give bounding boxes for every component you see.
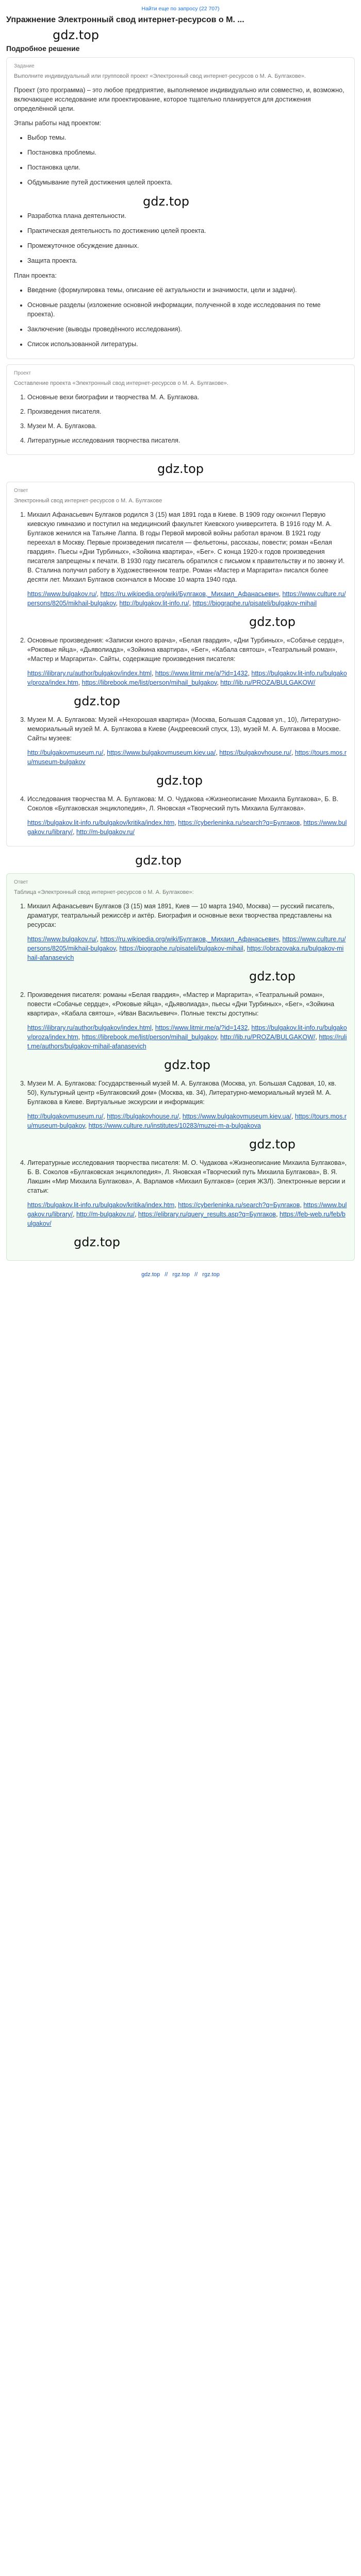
list-item: • Постановка проблемы. [27, 148, 347, 157]
watermark: gdz.top [74, 694, 121, 708]
resource-link[interactable]: http://m-bulgakov.ru/ [76, 1211, 135, 1218]
resource-link[interactable]: https://elibrary.ru/query_results.asp?q=Булгаков [138, 1211, 276, 1218]
resource-link[interactable]: http://bulgakov.lit-info.ru/ [119, 600, 189, 607]
section-research [27, 1158, 347, 1251]
resource-link[interactable]: https://biographe.ru/pisateli/bulgakov-mihail [119, 945, 243, 952]
section-works [27, 636, 347, 710]
resource-link[interactable]: https://www.bulgakov.ru/ [27, 936, 97, 943]
section-biography [27, 902, 347, 985]
stages-list [14, 133, 347, 187]
watermark: gdz.top [135, 853, 182, 868]
links-block: https://www.bulgakov.ru/, https://ru.wikipedia.org/wiki/Булгаков,_Михаил_Афанасьевич, https://www.culture.ru/persons/8205/mikhail-bulgakov, https://biographe.ru/pisateli/bulgakov-mihail, https://obrazovaka.ru/bulgakov-mihail-afanasevich [27, 936, 346, 961]
resource-link[interactable]: http://lib.ru/PROZA/BULGAKOW/ [220, 1033, 316, 1041]
search-more-link[interactable]: Найти еще по запросу (22 707) [141, 6, 220, 12]
resource-link[interactable]: https://ru.wikipedia.org/wiki/Булгаков,_Михаил_Афанасьевич [100, 936, 279, 943]
section-biography [27, 510, 347, 631]
resource-link[interactable]: http://bulgakovmuseum.ru/ [27, 749, 104, 756]
resource-link[interactable]: https://bulgakovhouse.ru/ [107, 1113, 179, 1120]
resource-link[interactable]: https://librebook.me/list/person/mihail_bulgakov [81, 679, 217, 686]
list-item: • Обдумывание путей достижения целей проекта. [27, 178, 347, 187]
list-item: • Практическая деятельность по достижению целей проекта. [27, 226, 347, 235]
project-intro: Составление проекта «Электронный свод интернет-ресурсов о М. А. Булгакове». [14, 380, 228, 386]
watermark: gdz.top [163, 1058, 211, 1072]
resource-link[interactable]: https://librebook.me/list/person/mihail_bulgakov [81, 1033, 217, 1041]
list-item: • Заключение (выводы проведённого исследования). [27, 325, 347, 334]
watermark: gdz.top [53, 28, 100, 42]
task-chip: Задание [14, 63, 35, 69]
footer-link[interactable]: rgz.top [172, 1272, 190, 1278]
project-chip: Проект [14, 370, 31, 376]
resource-link[interactable]: https://ilibrary.ru/author/bulgakov/index.html [27, 670, 152, 677]
task-card [6, 57, 355, 359]
plan-list [14, 285, 347, 349]
list-item: • Выбор темы. [27, 133, 347, 142]
answer-intro: Таблица «Электронный свод интернет-ресурсов о М. А. Булгакове»: [14, 889, 194, 895]
resource-link[interactable]: https://www.bulgakov.ru/library/ [27, 819, 347, 836]
links-block: http://bulgakovmuseum.ru/, https://bulgakovhouse.ru/, https://www.bulgakovmuseum.kiev.ua/, https://tours.mos.ru/museum-bulgakov, https://www.culture.ru/institutes/10283/muzei-m-a-bulgakova [27, 1113, 347, 1129]
watermark: gdz.top [249, 1137, 296, 1151]
answer-card-1 [6, 482, 355, 846]
answer-sections [14, 510, 347, 837]
list-item: • Введение (формулировка темы, описание её актуальности и значимости, цели и задачи). [27, 285, 347, 295]
resource-link[interactable]: https://www.bulgakovmuseum.kiev.ua/ [182, 1113, 291, 1120]
section-museums [27, 1079, 347, 1153]
resource-link[interactable]: https://www.bulgakovmuseum.kiev.ua/ [107, 749, 216, 756]
project-card [6, 364, 355, 455]
list-item: 3. Музеи М. А. Булгакова. [27, 421, 347, 431]
answer-chip: Ответ [14, 488, 28, 494]
links-block: https://www.bulgakov.ru/, https://ru.wikipedia.org/wiki/Булгаков,_Михаил_Афанасьевич, https://www.culture.ru/persons/8205/mikhail-bulgakov, http://bulgakov.lit-info.ru/, https://biographe.ru/pisateli/bulgakov-mihail [27, 590, 346, 607]
list-item: 4. Литературные исследования творчества писателя. [27, 436, 347, 445]
list-item: • Защита проекта. [27, 256, 347, 265]
section-text: 4. Литературные исследования творчества писателя: М. О. Чудакова «Жизнеописание Михаила Булгакова», Б. В. Соколов «Булгаковская энциклопедия», Л. Яновская «Творческий путь Михаила Булгакова», В. Я. Лакшин «Мир Михаила Булгакова», А. Варламов «Михаил Булгаков» (серия ЖЗЛ). Электронные версии и статьи: [27, 1159, 347, 1194]
resource-link[interactable]: https://feb-web.ru/feb/bulgakov/ [27, 1211, 346, 1227]
resource-link[interactable]: https://www.litmir.me/a/?id=1432 [155, 670, 248, 677]
solution-subtitle: Подробное решение [6, 44, 80, 53]
links-block: http://bulgakovmuseum.ru/, https://www.bulgakovmuseum.kiev.ua/, https://bulgakovhouse.ru/, https://tours.mos.ru/museum-bulgakov [27, 749, 347, 766]
footer-separator: // [165, 1272, 168, 1278]
footer-links [6, 1270, 355, 1279]
resource-link[interactable]: http://lib.ru/PROZA/BULGAKOW/ [220, 679, 316, 686]
list-item: • Промежуточное обсуждение данных. [27, 241, 347, 250]
resource-link[interactable]: https://ilibrary.ru/author/bulgakov/index.html [27, 1024, 152, 1031]
links-block: https://ilibrary.ru/author/bulgakov/index.html, https://www.litmir.me/a/?id=1432, https://bulgakov.lit-info.ru/bulgakov/proza/index.htm, https://librebook.me/list/person/mihail_bulgakov, http://lib.ru/PROZA/BULGAKOW/ [27, 670, 347, 686]
task-definition: Проект (это программа) – это любое предприятие, выполняемое индивидуально или совместно, и, возможно, включающее исследование или проектирование, которое тщательно планируется для достижения определённой цели. [14, 87, 344, 112]
resource-link[interactable]: https://biographe.ru/pisateli/bulgakov-mihail [192, 600, 317, 607]
list-item: • Список использованной литературы. [27, 340, 347, 349]
answer-card-2 [6, 873, 355, 1261]
links-block: https://bulgakov.lit-info.ru/bulgakov/kritika/index.htm, https://cyberleninka.ru/search?q=Булгаков, https://www.bulgakov.ru/library/, http://m-bulgakov.ru/ [27, 819, 347, 836]
resource-link[interactable]: https://www.culture.ru/institutes/10283/muzei-m-a-bulgakova [88, 1122, 261, 1129]
resource-link[interactable]: https://bulgakovhouse.ru/ [219, 749, 291, 756]
resource-link[interactable]: https://www.culture.ru/persons/8205/mikhail-bulgakov [27, 590, 346, 607]
list-item: 2. Произведения писателя. [27, 407, 347, 416]
section-text: 3. Музеи М. А. Булгакова: Музей «Нехорошая квартира» (Москва, Большая Садовая ул., 10), Литературно-мемориальный музей М. А. Булгакова в Киеве (Андреевский спуск, 13), музей М. А. Булгакова в Москве. Сайты музеев: [27, 716, 341, 742]
resource-link[interactable]: https://obrazovaka.ru/bulgakov-mihail-afanasevich [27, 945, 344, 961]
resource-link[interactable]: https://bulgakov.lit-info.ru/bulgakov/proza/index.htm [27, 1024, 347, 1041]
watermark: gdz.top [74, 1235, 121, 1249]
section-museums [27, 715, 347, 789]
resource-link[interactable]: http://m-bulgakov.ru/ [76, 828, 135, 836]
resource-link[interactable]: https://bulgakov.lit-info.ru/bulgakov/proza/index.htm [27, 670, 347, 686]
resource-link[interactable]: https://bulgakov.lit-info.ru/bulgakov/kritika/index.htm [27, 819, 175, 826]
resource-link[interactable]: https://cyberleninka.ru/search?q=Булгаков [178, 1201, 300, 1209]
section-text: 1. Михаил Афанасьевич Булгаков родился 3 (15) мая 1891 года в Киеве. В 1909 году окончил Первую киевскую гимназию и поступил на медицинский факультет Киевского университета. В 1916 году М. А. Булгаков женился на Татьяне Лаппа. В годы Первой мировой войны работал врачом. В 1921 году переехал в Москву. Первые произведения писателя — фельетоны, рассказы, повести; роман «Белая гвардия». Пьесы «Дни Турбиных», «Зойкина квартира», «Бег». С конца 1920-х годов произведения писателя запрещены к печати. В 1930 году писатель обратился с письмом к правительству и по звонку И. В. Сталина получил работу в Художественном театре. Роман «Мастер и Маргарита» писался более десяти лет. Михаил Булгаков скончался в Москве 10 марта 1940 года. [27, 511, 345, 583]
section-research [27, 794, 347, 837]
list-item: • Постановка цели. [27, 163, 347, 172]
resource-link[interactable]: https://tours.mos.ru/museum-bulgakov [27, 1113, 347, 1129]
watermark: gdz.top [249, 969, 296, 984]
stages-list-cont [14, 211, 347, 265]
list-item: • Основные разделы (изложение основной информации, полученной в ходе исследования по теме проекта). [27, 300, 347, 319]
section-text: 2. Основные произведения: «Записки юного врача», «Белая гвардия», «Дни Турбиных», «Собачье сердце», «Роковые яйца», «Дьяволиада», «Зойкина квартира», «Бег», «Кабала святош», «Театральный роман», «Мастер и Маргарита». Сайты, содержащие произведения писателя: [27, 637, 344, 663]
answer-chip: Ответ [14, 879, 28, 885]
resource-link[interactable]: https://bulgakov.lit-info.ru/bulgakov/kritika/index.htm [27, 1201, 175, 1209]
resource-link[interactable]: https://www.culture.ru/persons/8205/mikhail-bulgakov [27, 936, 346, 952]
section-text: 2. Произведения писателя: романы «Белая гвардия», «Мастер и Маргарита», «Театральный роман», повести «Собачье сердце», «Роковые яйца», «Дьяволиада», пьесы «Дни Турбиных», «Бег», «Зойкина квартира», «Кабала святош», «Иван Васильевич». Полные тексты доступны: [27, 991, 335, 1017]
resource-link[interactable]: https://www.bulgakov.ru/ [27, 590, 97, 598]
section-text: 4. Исследования творчества М. А. Булгакова: М. О. Чудакова «Жизнеописание Михаила Булгакова», Б. В. Соколов «Булгаковская энциклопедия», Л. Яновская «Творческий путь Михаила Булгакова». [27, 795, 339, 812]
footer-separator: // [194, 1272, 198, 1278]
resource-link[interactable]: https://cyberleninka.ru/search?q=Булгаков [178, 819, 300, 826]
list-item: 1. Основные вехи биографии и творчества М. А. Булгакова. [27, 393, 347, 402]
watermark: gdz.top [249, 615, 296, 629]
watermark: gdz.top [156, 773, 203, 788]
resource-link[interactable]: http://bulgakovmuseum.ru/ [27, 1113, 104, 1120]
resource-link[interactable]: https://tours.mos.ru/museum-bulgakov [27, 749, 347, 766]
plan-label: План проекта: [14, 272, 57, 279]
task-intro: Выполните индивидуальный или групповой проект «Электронный свод интернет-ресурсов о М. А. Булгакове». [14, 73, 306, 79]
links-block: https://bulgakov.lit-info.ru/bulgakov/kritika/index.htm, https://cyberleninka.ru/search?q=Булгаков, https://www.bulgakov.ru/library/, http://m-bulgakov.ru/, https://elibrary.ru/query_results.asp?q=Булгаков, https://feb-web.ru/feb/bulgakov/ [27, 1201, 347, 1227]
watermark: gdz.top [157, 462, 204, 476]
answer-sections [14, 902, 347, 1251]
page-title: Упражнение Электронный свод интернет-ресурсов о М. ... [6, 15, 244, 24]
resource-link[interactable]: https://ru.wikipedia.org/wiki/Булгаков,_Михаил_Афанасьевич [100, 590, 279, 598]
answer-intro: Электронный свод интернет-ресурсов о М. А. Булгакове [14, 498, 162, 504]
stages-label: Этапы работы над проектом: [14, 120, 102, 127]
links-block: https://ilibrary.ru/author/bulgakov/index.html, https://www.litmir.me/a/?id=1432, https://bulgakov.lit-info.ru/bulgakov/proza/index.htm, https://librebook.me/list/person/mihail_bulgakov, http://lib.ru/PROZA/BULGAKOW/, https://rulit.me/authors/bulgakov-mihail-afanasevich [27, 1024, 347, 1050]
list-item: • Разработка плана деятельности. [27, 211, 347, 221]
footer-link[interactable]: gdz.top [141, 1272, 160, 1278]
resource-link[interactable]: https://www.litmir.me/a/?id=1432 [155, 1024, 248, 1031]
footer-link[interactable]: rgz.top [202, 1272, 220, 1278]
section-text: 1. Михаил Афанасьевич Булгаков (3 (15) мая 1891, Киев — 10 марта 1940, Москва) — русский писатель, драматург, театральный режиссёр и актёр. Биография и основные вехи творчества представлены на ресурсах: [27, 903, 335, 928]
footer-spacer [6, 1279, 355, 1310]
section-text: 3. Музеи М. А. Булгакова: Государственный музей М. А. Булгакова (Москва, ул. Большая Садовая, 10, кв. 50), Культурный центр «Булгаковский дом» (Москва, кв. 34), Литературно-мемориальный музей М. А. Булгакова в Киеве. Виртуальные экскурсии и информация: [27, 1080, 337, 1106]
project-sections-list [14, 393, 347, 445]
section-works [27, 990, 347, 1074]
resource-link[interactable]: https://www.bulgakov.ru/library/ [27, 1201, 347, 1218]
resource-link[interactable]: https://rulit.me/authors/bulgakov-mihail-afanasevich [27, 1033, 347, 1050]
watermark: gdz.top [143, 194, 190, 209]
